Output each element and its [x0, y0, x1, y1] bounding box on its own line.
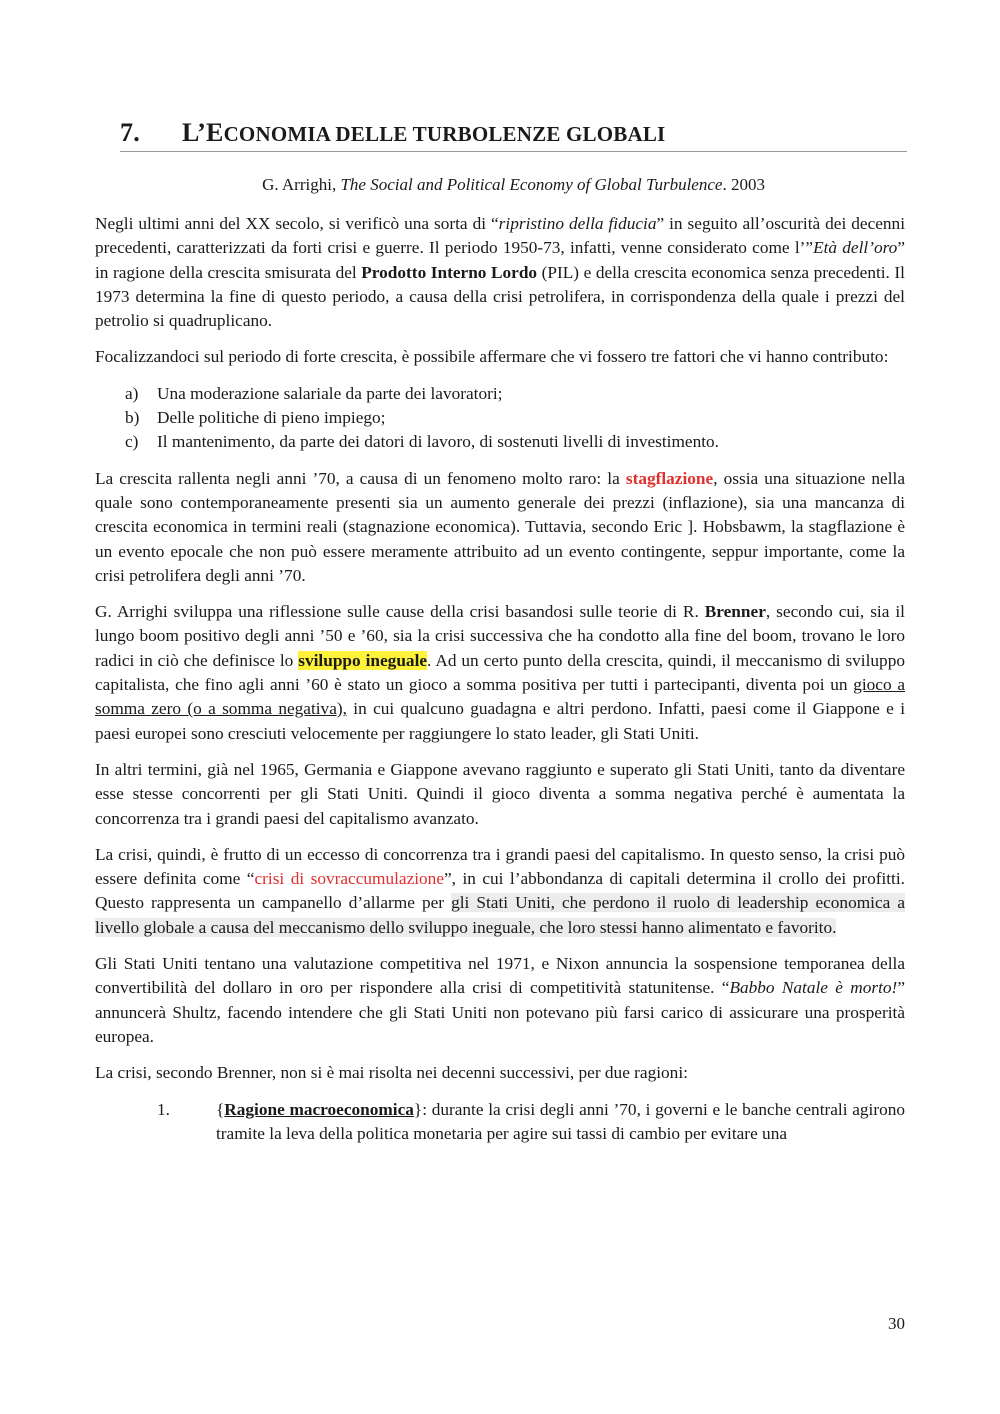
- list-marker: a): [125, 383, 139, 403]
- list-item: [125, 382, 905, 406]
- bold-term: Brenner: [704, 602, 766, 622]
- paragraph-8: La crisi, secondo Brenner, non si è mai risolta nei decenni successivi, per due ragioni:: [95, 1063, 688, 1083]
- chapter-heading: [120, 118, 907, 152]
- chapter-title-initial: L’E: [182, 118, 224, 147]
- list-marker: c): [125, 432, 139, 452]
- chapter-number: 7.: [120, 118, 140, 147]
- shaded-text: gli Stati Uniti, che perdono il ruolo di leadership economica a livello globale a causa del meccanismo dello sviluppo ineguale, che loro stessi hanno alimentato e favorito.: [95, 893, 906, 937]
- brace: }: [413, 1099, 423, 1119]
- lettered-list: [95, 382, 905, 455]
- text-run: (PIL) e della crescita economica senza precedenti. Il 1973 determina la fine di questo periodo, a causa della crisi petrolifera, in corrispondenza della quale i prezzi del petrolio si quadruplicano.: [95, 262, 905, 331]
- text-run: in cui qualcuno guadagna e altri perdono. Infatti, paesi come il Giappone e i paesi europei sono cresciuti velocemente per raggiungere lo stato leader, gli Stati Uniti.: [95, 699, 905, 743]
- list-item-text: Il mantenimento, da parte dei datori di lavoro, di sostenuti livelli di investimento.: [157, 432, 720, 452]
- citation-author: G. Arrighi,: [262, 175, 337, 194]
- bold-term: Prodotto Interno Lordo: [361, 262, 538, 282]
- list-marker: b): [125, 408, 140, 428]
- item-text: : durante la crisi degli anni ’70, i governi e le banche centrali agirono tramite la leva della politica monetaria per agire sui tassi di cambio per evitare una: [216, 1099, 905, 1143]
- item-title: Ragione macroeconomica: [224, 1099, 414, 1119]
- text-run: ” annuncerà Shultz, facendo intendere che gli Stati Uniti non potevano più farsi carico di assicurare una prosperità europea.: [95, 978, 905, 1046]
- text-run: ” in ragione della crescita smisurata del: [95, 238, 905, 282]
- red-term: crisi di sovraccumulazione: [254, 869, 444, 889]
- page-number: 30: [888, 1314, 905, 1333]
- italic-text: ripristino della fiducia: [498, 214, 657, 233]
- text-run: ”, in cui l’abbondanza di capitali determina il crollo dei profitti. Questo rappresenta un campanello d’allarme per: [95, 869, 905, 913]
- brace: {: [216, 1099, 225, 1119]
- list-item: [125, 406, 905, 430]
- body-text: [95, 212, 905, 1158]
- text-run: . Ad un certo punto della crescita, quindi, il meccanismo di sviluppo capitalista, che fino agli anni ’60 è stato un gioco a somma positiva per tutti i partecipanti, diventa poi un: [95, 650, 905, 695]
- text-run: ” in seguito all’oscurità dei decenni precedenti, caratterizzati da forti crisi e guerre. Il periodo 1950-73, infatti, venne considerato come l’”: [95, 214, 905, 258]
- paragraph-7: [95, 952, 905, 1049]
- numbered-item: [95, 1098, 905, 1147]
- highlighted-term: sviluppo ineguale: [298, 650, 428, 670]
- italic-text: Babbo Natale è morto!: [729, 978, 898, 998]
- paragraph-5: In altri termini, già nel 1965, Germania e Giappone avevano raggiunto e superato gli Stati Uniti, tanto da diventare esse stesse concorrenti per gli Stati Uniti. Quindi il gioco diventa a somma negativa perché è aumentata la concorrenza tra i grandi paesi del capitalismo avanzato.: [95, 759, 905, 828]
- paragraph-2: Focalizzandoci sul periodo di forte crescita, è possibile affermare che vi fossero tre fattori che vi hanno contributo:: [95, 347, 889, 367]
- text-run: La crisi, quindi, è frutto di un eccesso di concorrenza tra i grandi paesi del capitalismo. In questo senso, la crisi può essere definita come “: [95, 844, 905, 889]
- chapter-title-rest: CONOMIA DELLE TURBOLENZE GLOBALI: [223, 122, 666, 146]
- paragraph-4: [95, 600, 905, 746]
- text-run: G. Arrighi sviluppa una riflessione sulle cause della crisi basandosi sulle teorie di R.: [95, 602, 705, 622]
- citation-line: [120, 175, 907, 195]
- italic-text: Età dell’oro: [813, 238, 898, 258]
- text-run: Negli ultimi anni del XX secolo, si verificò una sorta di “: [95, 214, 499, 233]
- citation-work: The Social and Political Economy of Global Turbulence: [340, 175, 723, 194]
- paragraph-3: [95, 467, 905, 588]
- text-run: , secondo cui, sia il lungo boom positivo degli anni ’50 e ’60, sia la crisi successiva che ha condotto alla fine del boom, trovano le loro radici in ciò che definisce lo: [95, 602, 905, 670]
- paragraph-1: [95, 212, 905, 333]
- paragraph-6: [95, 843, 905, 940]
- list-item-text: Una moderazione salariale da parte dei lavoratori;: [157, 383, 503, 403]
- text-run: Gli Stati Uniti tentano una valutazione competitiva nel 1971, e Nixon annuncia la sospensione temporanea della convertibilità del dollaro in oro per rispondere alla crisi di competitività statunitense. “: [95, 954, 905, 998]
- text-run: La crescita rallenta negli anni ’70, a causa di un fenomeno molto raro: la: [95, 468, 626, 488]
- list-item-text: Delle politiche di pieno impiego;: [157, 408, 386, 428]
- red-term: stagflazione: [625, 468, 714, 488]
- underlined-text: gioco a somma zero (o a somma negativa),: [95, 675, 905, 719]
- list-item: [125, 430, 905, 454]
- citation-year: . 2003: [722, 175, 765, 194]
- text-run: , ossia una situazione nella quale sono contemporaneamente presenti sia un aumento generale dei prezzi (inflazione), sia una mancanza di crescita economica in termini reali (stagnazione economica). Tuttavia, secondo Eric ]. Hobsbawm, la stagflazione è un evento epocale che non può essere meramente attribuito ad un evento contingente, seppur importante, come la crisi petrolifera degli anni ’70.: [95, 468, 905, 585]
- list-marker: 1.: [157, 1099, 170, 1119]
